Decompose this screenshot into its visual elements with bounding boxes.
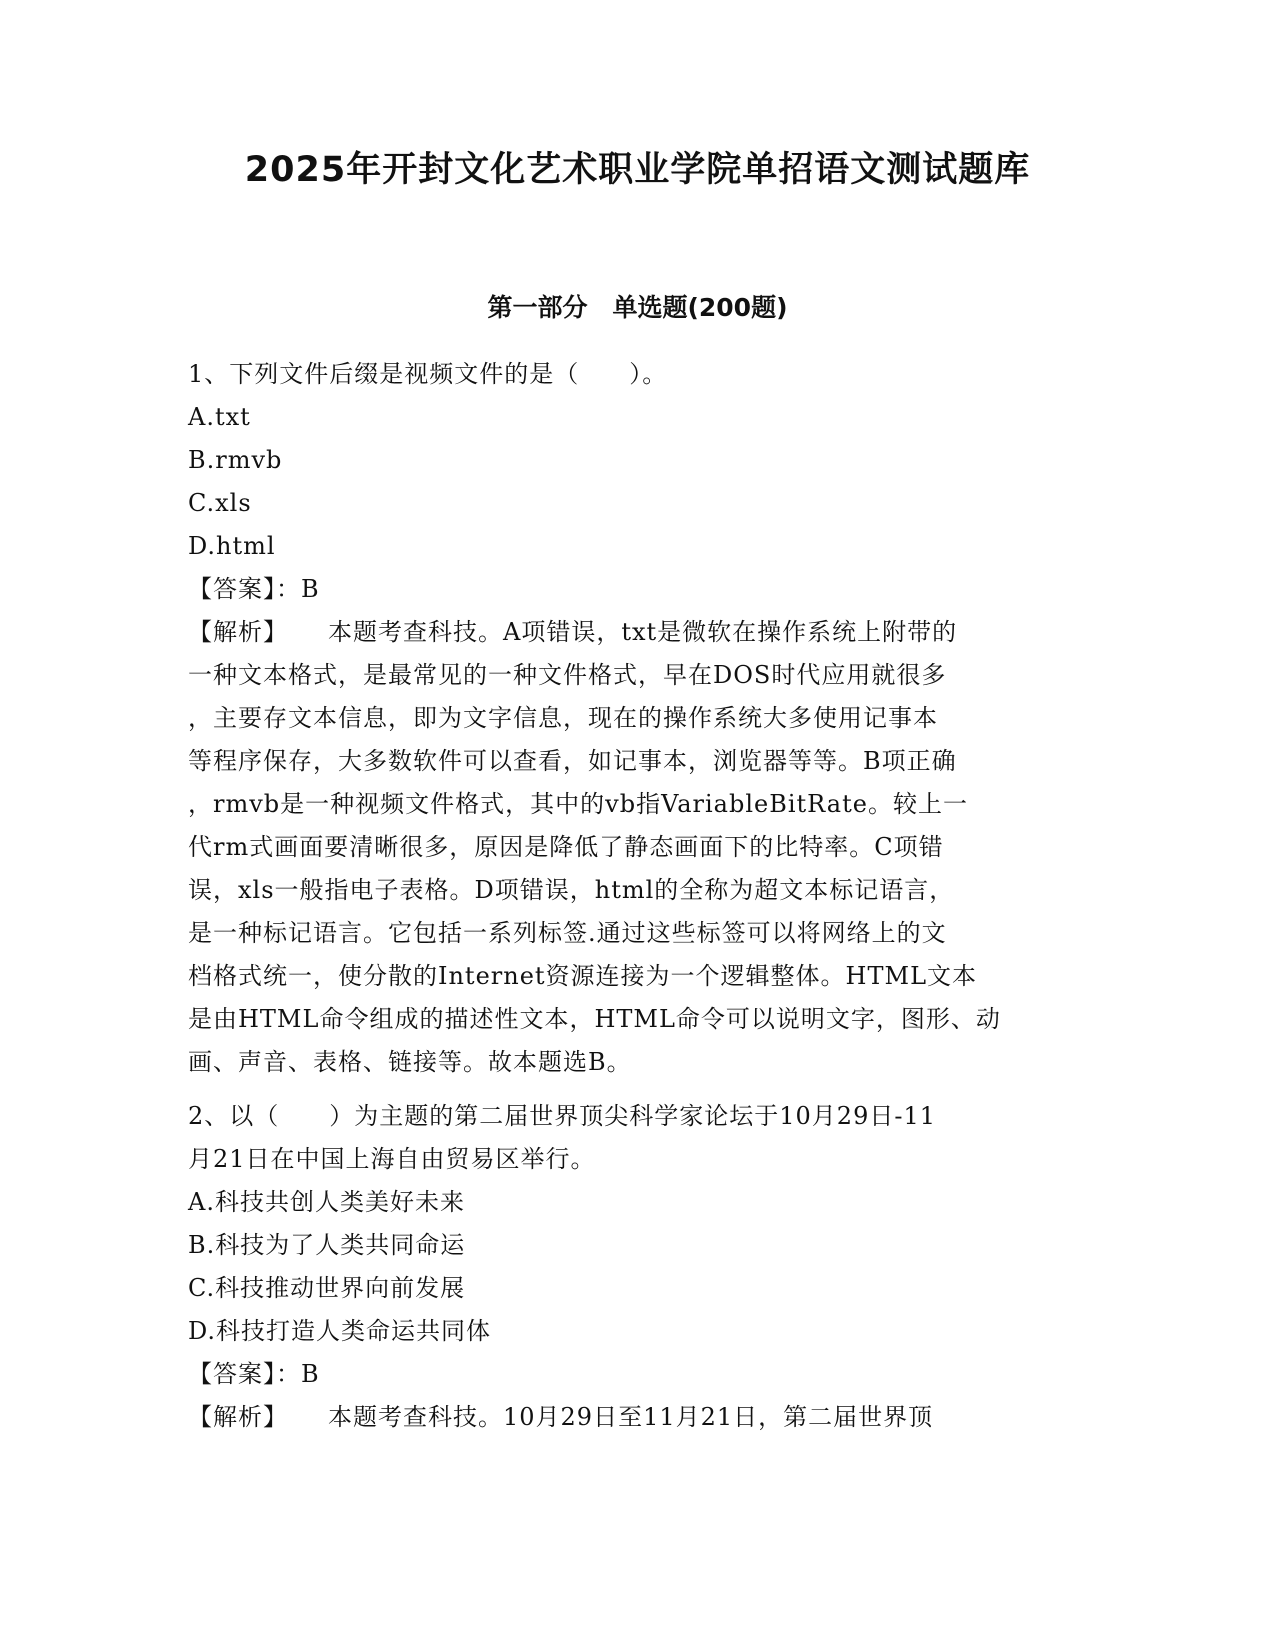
analysis-line: 档格式统一，使分散的Internet资源连接为一个逻辑整体。HTML文本: [188, 962, 978, 990]
analysis-label: 【解析】: [188, 1403, 288, 1431]
question-stem: 1、下列文件后缀是视频文件的是（ ）。: [188, 360, 668, 388]
option-a: A.txt: [188, 403, 251, 431]
analysis-line: 画、声音、表格、链接等。故本题选B。: [188, 1048, 632, 1076]
analysis-line: 误，xls一般指电子表格。D项错误，html的全称为超文本标记语言，: [188, 876, 955, 904]
analysis-line: 代rm式画面要清晰很多，原因是降低了静态画面下的比特率。C项错: [188, 833, 944, 861]
question-stem-continued: 月21日在中国上海自由贸易区举行。: [188, 1145, 596, 1173]
question-spacer: [188, 1084, 1088, 1095]
analysis-label: 【解析】: [188, 618, 288, 646]
analysis-line: 是一种标记语言。它包括一系列标签.通过这些标签可以将网络上的文: [188, 919, 947, 947]
option-a: A.科技共创人类美好未来: [188, 1188, 465, 1216]
answer-line: 【答案】：B: [188, 575, 320, 603]
analysis-first-line: [188, 1396, 1088, 1439]
option-b: B.rmvb: [188, 446, 283, 474]
document-body: [188, 353, 1088, 1439]
question-2: [188, 1095, 1088, 1439]
analysis-line: 等程序保存，大多数软件可以查看，如记事本，浏览器等等。B项正确: [188, 747, 957, 775]
question-1: [188, 353, 1088, 1084]
answer-line: 【答案】：B: [188, 1360, 320, 1388]
section-title: 第一部分 单选题(200题): [487, 293, 788, 322]
analysis-line: 一种文本格式，是最常见的一种文件格式，早在DOS时代应用就很多: [188, 661, 947, 689]
option-d: D.html: [188, 532, 276, 560]
analysis-text: 本题考查科技。A项错误，txt是微软在操作系统上附带的: [328, 618, 958, 646]
analysis-first-line: [188, 611, 1088, 654]
question-stem: 2、以（ ）为主题的第二届世界顶尖科学家论坛于10月29日-11: [188, 1102, 936, 1130]
analysis-line: 是由HTML命令组成的描述性文本，HTML命令可以说明文字，图形、动: [188, 1005, 1001, 1033]
analysis-text: 本题考查科技。10月29日至11月21日，第二届世界顶: [328, 1403, 934, 1431]
option-d: D.科技打造人类命运共同体: [188, 1317, 492, 1345]
analysis-line: ，rmvb是一种视频文件格式，其中的vb指VariableBitRate。较上一: [188, 790, 968, 818]
option-c: C.xls: [188, 489, 252, 517]
document-title: 2025年开封文化艺术职业学院单招语文测试题库: [244, 150, 1031, 190]
analysis-line: ，主要存文本信息，即为文字信息，现在的操作系统大多使用记事本: [188, 704, 938, 732]
option-c: C.科技推动世界向前发展: [188, 1274, 466, 1302]
option-b: B.科技为了人类共同命运: [188, 1231, 466, 1259]
